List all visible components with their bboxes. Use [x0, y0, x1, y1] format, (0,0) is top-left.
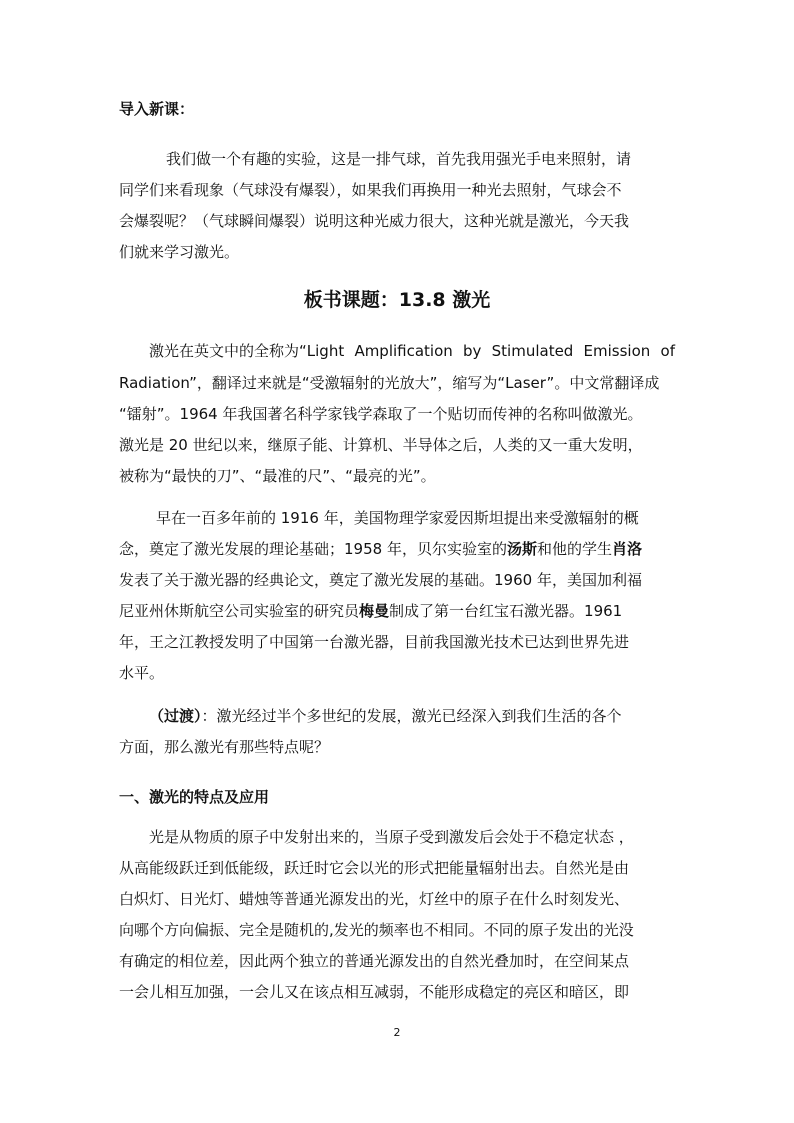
p2-line-4: [119, 601, 622, 621]
p1-line-3: “镭射”。1964 年我国著名科学家钱学森取了一个贴切而传神的名称叫做激光。: [119, 405, 643, 423]
p3-line-3: 白炽灯、日光灯、蜡烛等普通光源发出的光，灯丝中的原子在什么时刻发光、: [119, 890, 630, 908]
intro-line-3: 会爆裂呢？（气球瞬间爆裂）说明这种光威力很大，这种光就是激光，今天我: [119, 212, 630, 230]
transition-line-2: 方面，那么激光有那些特点呢？: [119, 738, 330, 756]
p2-line-5: 年，王之江教授发明了中国第一台激光器，目前我国激光技术已达到世界先进: [119, 633, 630, 651]
p3-line-5: 有确定的相位差，因此两个独立的普通光源发出的自然光叠加时，在空间某点: [119, 952, 630, 970]
p1-word: Amplification: [354, 342, 453, 360]
p2-bold-name: 梅曼: [359, 602, 390, 620]
p1-word: of: [660, 342, 675, 360]
intro-line-1: 我们做一个有趣的实验，这是一排气球，首先我用强光手电来照射，请: [166, 150, 632, 168]
p2-line-1: 早在一百多年前的 1916 年，美国物理学家爱因斯坦提出来受激辐射的概: [156, 509, 639, 527]
p3-line-2: 从高能级跃迁到低能级，跃迁时它会以光的形式把能量辐射出去。自然光是由: [119, 859, 630, 877]
p1-line-5: 被称为“最快的刀”、“最准的尺”、“最亮的光”。: [119, 467, 436, 485]
p2-text: 尼亚州休斯航空公司实验室的研究员: [119, 602, 360, 620]
p2-line-3: 发表了关于激光器的经典论文，奠定了激光发展的基础。1960 年，美国加利福: [119, 571, 642, 589]
p3-line-1: 光是从物质的原子中发射出来的，当原子受到激发后会处于不稳定状态 ，: [149, 828, 634, 846]
p2-text: 和他的学生: [536, 540, 612, 558]
intro-line-2: 同学们来看现象（气球没有爆裂），如果我们再换用一种光去照射，气球会不: [119, 181, 622, 199]
transition-text: ：激光经过半个多世纪的发展，激光已经深入到我们生活的各个: [201, 707, 622, 725]
intro-heading: 导入新课：: [119, 100, 195, 118]
p2-text: 制成了第一台红宝石激光器。1961: [389, 602, 623, 620]
p1-line-4: 激光是 20 世纪以来，继原子能、计算机、半导体之后，人类的又一重大发明，: [119, 436, 643, 454]
p1-word: by: [463, 342, 482, 360]
p2-bold-name: 肖洛: [611, 540, 642, 558]
p3-line-4: 向哪个方向偏振、完全是随机的,发光的频率也不相同。不同的原子发出的光没: [119, 921, 634, 939]
p3-line-6: 一会儿相互加强，一会儿又在该点相互减弱，不能形成稳定的亮区和暗区，即: [119, 983, 630, 1001]
p1-word: 激光在英文中的全称为“Light: [149, 342, 345, 360]
transition-label: （过渡）: [149, 707, 202, 725]
p2-bold-name: 汤斯: [506, 540, 537, 558]
p1-line-2: Radiation”，翻译过来就是“受激辐射的光放大”，缩写为“Laser”。中文常翻译成: [119, 374, 660, 392]
p1-word: Emission: [583, 342, 651, 360]
p2-line-6: 水平。: [119, 664, 165, 682]
transition-line-1: [149, 706, 622, 726]
section-heading: 一、激光的特点及应用: [119, 788, 270, 806]
p2-text: 念，奠定了激光发展的理论基础；1958 年，贝尔实验室的: [119, 540, 507, 558]
intro-line-4: 们就来学习激光。: [119, 243, 240, 261]
p1-word: Stimulated: [491, 342, 574, 360]
p2-line-2: [119, 539, 642, 559]
board-title: 板书课题：13.8 激光: [303, 289, 491, 311]
page-number: 2: [393, 1026, 401, 1039]
p1-line-1: [149, 341, 675, 361]
